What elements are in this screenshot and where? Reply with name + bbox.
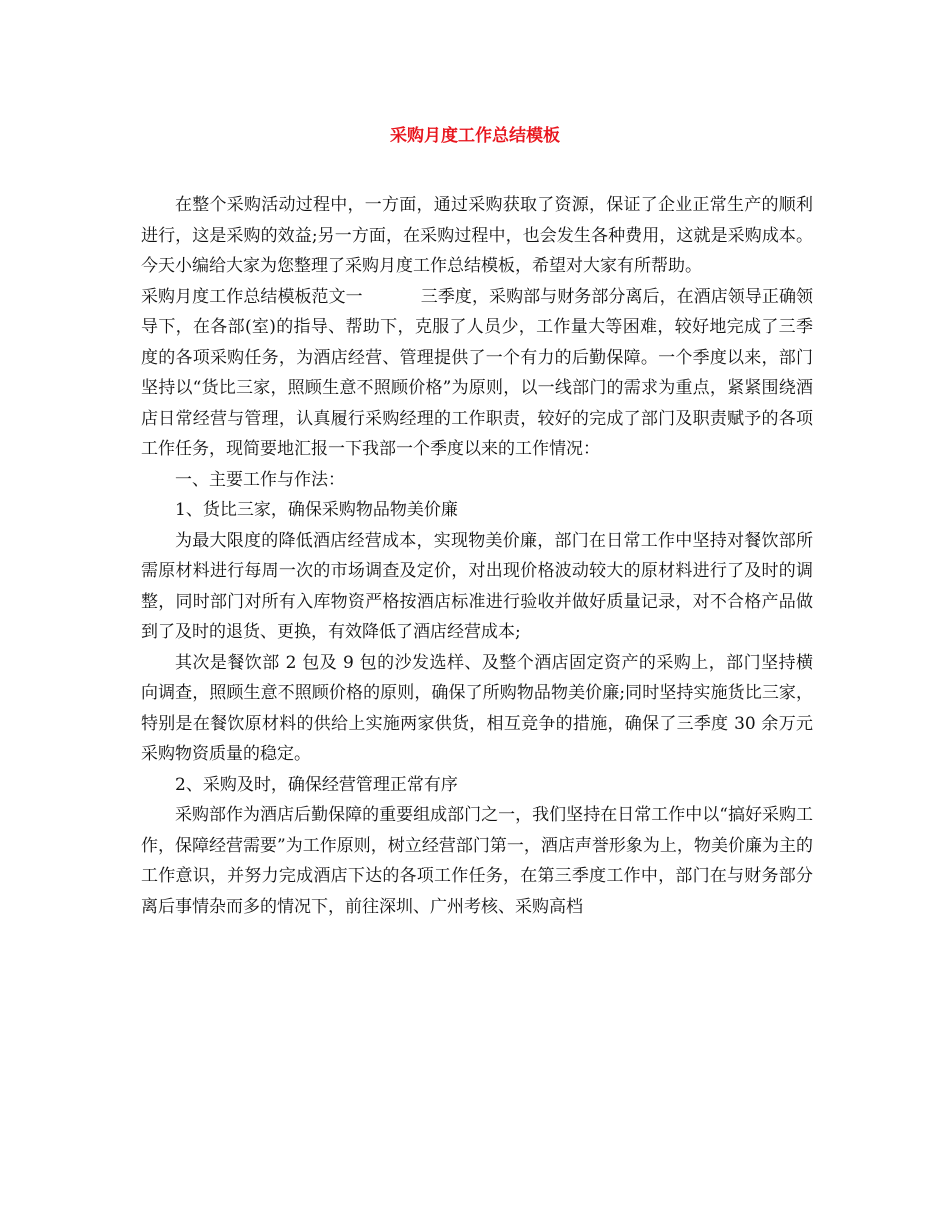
document-body (141, 190, 813, 922)
sample-lead-text: 三季度，采购部与财务部分离后，在酒店领导正确领导下，在各部(室)的指导、帮助下，克服了人员少，工作量大等困难，较好地完成了三季度的各项采购任务，为酒店经营、管理提供了一个有力的后勤保障。一个季度以来，部门坚持以“货比三家，照顾生意不照顾价格”为原则，以一线部门的需求为重点，紧紧围绕酒店日常经营与管理，认真履行采购经理的工作职责，较好的完成了部门及职责赋予的各项工作任务，现简要地汇报一下我部一个季度以来的工作情况： (141, 286, 814, 459)
sample-label: 采购月度工作总结模板范文一 (141, 286, 363, 307)
item1-paragraph-1: 为最大限度的降低酒店经营成本，实现物美价廉，部门在日常工作中坚持对餐饮部所需原材料进行每周一次的市场调查及定价，对出现价格波动较大的原材料进行了及时的调整，同时部门对所有入库物资严格按酒店标准进行验收并做好质量记录，对不合格产品做到了及时的退货、更换，有效降低了酒店经营成本; (141, 530, 813, 642)
item1-paragraph-2: 其次是餐饮部 2 包及 9 包的沙发选样、及整个酒店固定资产的采购上，部门坚持横向调查，照顾生意不照顾价格的原则，确保了所购物品物美价廉;同时坚持实施货比三家，特别是在餐饮原材料的供给上实施两家供货，相互竞争的措施，确保了三季度 30 余万元采购物资质量的稳定。 (141, 652, 813, 764)
intro-paragraph: 在整个采购活动过程中，一方面，通过采购获取了资源，保证了企业正常生产的顺利进行，这是采购的效益;另一方面，在采购过程中，也会发生各种费用，这就是采购成本。今天小编给大家为您整理了采购月度工作总结模板，希望对大家有所帮助。 (141, 195, 813, 276)
section-heading: 一、主要工作与作法： (175, 469, 345, 490)
item2-paragraph-1: 采购部作为酒店后勤保障的重要组成部门之一，我们坚持在日常工作中以“搞好采购工作，保障经营需要”为工作原则，树立经营部门第一，酒店声誉形象为上，物美价廉为主的工作意识，并努力完成酒店下达的各项工作任务，在第三季度工作中，部门在与财务部分离后事情杂而多的情况下，前往深圳、广州考核、采购高档 (141, 805, 813, 917)
item1-heading: 1、货比三家，确保采购物品物美价廉 (175, 500, 458, 520)
item2-heading: 2、采购及时，确保经营管理正常有序 (175, 774, 458, 795)
document-title: 采购月度工作总结模板 (390, 126, 560, 146)
sample-paragraph (141, 282, 813, 465)
